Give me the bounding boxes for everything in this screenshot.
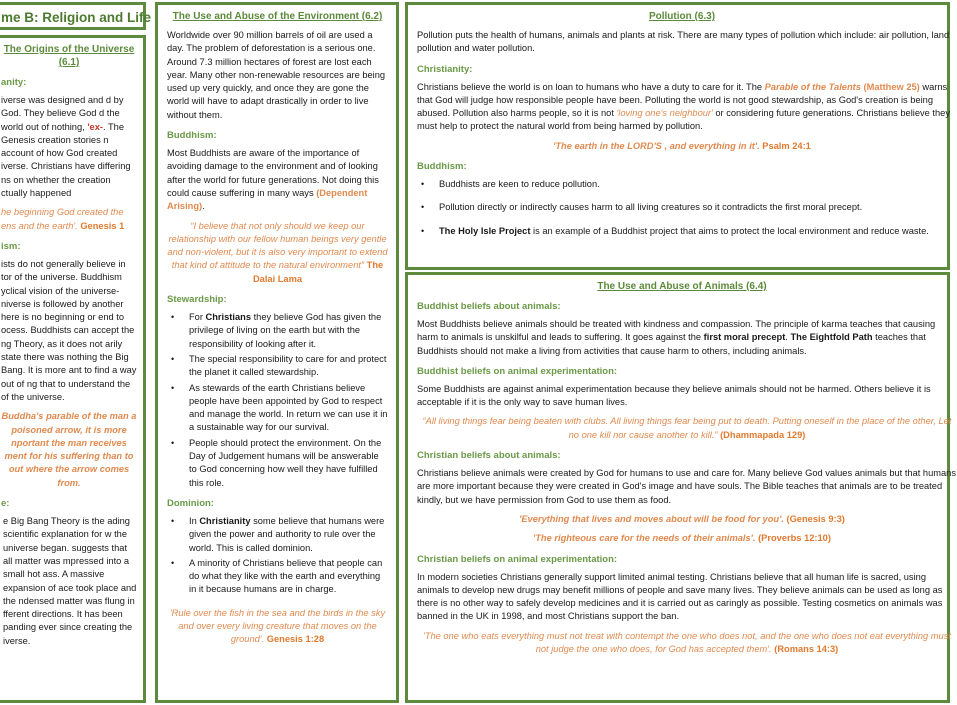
poisoned-arrow-quote: Buddha's parable of the man a poisoned arrow, it is more nportant the man receives ment for his suffering than to out where the arrow comes from. bbox=[1, 411, 137, 488]
christian-beliefs-text: Christians believe animals were created by God for humans to use and care for. Many believe God values animals but that humans are more important because they were created in God's image and have souls. The Bible teaches that animals are to be treated kindly, but we have permission from God to use them as food. bbox=[417, 468, 956, 505]
romans-quote: 'The one who eats everything must not treat with contempt the one who does not, and the one who does not eat everything must not judge the one who does, for God has accepted them'. (Romans 14:3) bbox=[423, 630, 951, 655]
origins-section bbox=[0, 35, 146, 703]
pollution-christianity-text: Christians believe the world is on loan to humans who have a duty to care for it. The Parable of the Talents (Matthew 25) warns that God will judge how responsible people have been. Polluting the world is not good stewardship, as God's creation is being abused. Pollution also harms people, so it is not 'loving one's neighbour' or considering future generations. Christians believe they must help to protect the natural world from being harmed by pollution. bbox=[417, 81, 950, 132]
animals-title: The Use and Abuse of Animals (6.4) bbox=[597, 281, 767, 292]
origins-title: The Origins of the Universe (6.1) bbox=[3, 44, 135, 68]
stewardship-item: • People should protect the environment. On the Day of Judgement humans will be answerable to God concerning how well they have fulfilled this role. bbox=[167, 437, 388, 490]
buddhist-beliefs-heading: Buddhist beliefs about animals: bbox=[417, 301, 561, 312]
stewardship-heading: Stewardship: bbox=[167, 294, 227, 306]
dominion-list bbox=[167, 515, 388, 597]
environment-intro: Worldwide over 90 million barrels of oil are used a day. The problem of deforestation is a serious one. Around 7.3 million hectares of forest are lost each year. Many other non-renewable resources are being used up very quickly, and once they are gone the world will have to adapt drastically in order to live without them. bbox=[167, 30, 386, 120]
theme-title: me B: Religion and Life bbox=[1, 10, 152, 25]
dalai-lama-quote: “I believe that not only should we keep our relationship with our fellow human beings very gentle and non-violent, but it is also very important to extend that kind of attitude to the natural environment” The Dalai Lama bbox=[167, 220, 388, 284]
genesis-1-quote: he beginning God created the ens and the earth'. Genesis 1 bbox=[1, 207, 125, 231]
origins-buddhism-heading: ism: bbox=[1, 240, 21, 252]
pollution-buddhism-item: • Pollution directly or indirectly causes harm to all living creatures so it contradicts the first moral precept. bbox=[417, 201, 957, 214]
origins-christianity-heading: anity: bbox=[1, 77, 27, 88]
environment-title: The Use and Abuse of the Environment (6.2) bbox=[172, 11, 383, 22]
stewardship-list bbox=[167, 311, 388, 490]
christian-experimentation-heading: Christian beliefs on animal experimentation: bbox=[417, 553, 618, 565]
origins-buddhism-text: ists do not generally believe in tor of the universe. Buddhism yclical vision of the universe- niverse is followed by another here is no beginning or end to ocess. Buddhists can accept the ng Theory, as it does not arily state there was nothing the Big Bang. It is more ant to find a way out of ng that to understand the of the universe. bbox=[1, 258, 137, 402]
pollution-title: Pollution (6.3) bbox=[648, 11, 716, 22]
environment-buddhism-text: Most Buddhists are aware of the importance of avoiding damage to the environment and of looking after the world for future generations. Not doing this could cause suffering in many ways (Dependent Arising). bbox=[167, 148, 379, 212]
pollution-section bbox=[405, 2, 950, 270]
origins-science-heading: e: bbox=[1, 498, 10, 510]
proverbs-quote: 'The righteous care for the needs of their animals'. (Proverbs 12:10) bbox=[533, 533, 831, 544]
pollution-buddhism-item: • Buddhists are keen to reduce pollution. bbox=[417, 178, 957, 191]
environment-buddhism-heading: Buddhism: bbox=[167, 130, 217, 142]
pollution-buddhism-item: • The Holy Isle Project is an example of a Buddhist project that aims to protect the local environment and reduce waste. bbox=[417, 225, 957, 238]
christian-beliefs-heading: Christian beliefs about animals: bbox=[417, 450, 561, 462]
origins-christianity-text: iverse was designed and d by God. They believe God d the world out of nothing, 'ex-. The Genesis creation stories n account of how God created iverse. Christians have differing ns on whether the creation ctually happened bbox=[1, 95, 131, 199]
pollution-buddhism-list bbox=[417, 178, 957, 238]
pollution-christianity-heading: Christianity: bbox=[417, 63, 473, 75]
dominion-item: • A minority of Christians believe that people can do what they like with the earth and everything in it because humans are in charge. bbox=[167, 557, 388, 597]
dhammapada-quote: “All living things fear being beaten with clubs. All living things fear being put to death. Putting oneself in the place of the other, Let no one kill nor cause another to kill.” (Dhammapada 129) bbox=[422, 416, 952, 440]
pollution-buddhism-heading: Buddhism: bbox=[417, 161, 467, 173]
genesis-93-quote: 'Everything that lives and moves about will be food for you'. (Genesis 9:3) bbox=[519, 513, 845, 524]
theme-title-box bbox=[0, 2, 152, 30]
dominion-item: • In Christianity some believe that humans were given the power and authority to rule over the world. This is called dominion. bbox=[167, 515, 388, 555]
stewardship-item: • The special responsibility to care for and protect the planet it called stewardship. bbox=[167, 353, 388, 380]
christian-experimentation-text: In modern societies Christians generally support limited animal testing. Christians believe that all human life is sacred, using animals to develop new drugs may benefit millions of people and save many lives. They believe animals can be used as long as there is no other way to safely develop medicines and it is carried out as caringly as possible. Testing cosmetics on animals was banned in the UK in 1998, and most Christians support the ban. bbox=[417, 571, 943, 622]
buddhist-experimentation-heading: Buddhist beliefs on animal experimentation: bbox=[417, 365, 618, 377]
animals-section bbox=[405, 272, 956, 703]
pollution-intro: Pollution puts the health of humans, animals and plants at risk. There are many types of pollution which include: air pollution, land pollution and water pollution. bbox=[417, 30, 950, 54]
dominion-heading: Dominion: bbox=[167, 497, 214, 509]
psalm-quote: 'The earth in the LORD'S , and everything in it'. Psalm 24:1 bbox=[553, 140, 811, 151]
buddhist-experimentation-text: Some Buddhists are against animal experimentation because they believe animals should not be harmed. Others believe it is acceptable if it is the only way to save human lives. bbox=[417, 383, 931, 408]
stewardship-item: • As stewards of the earth Christians believe people have been appointed by God to respect and manage the world. In return we can use it in a sustainable way for our survival. bbox=[167, 382, 388, 435]
origins-science-text: e Big Bang Theory is the ading scientific explanation for w the universe began. suggests that all matter was mpressed into a small hot ass. A massive expansion of ace took place and the ndensed matter was flung in fferent directions. It has been panding ever since creating the iverse. bbox=[3, 516, 137, 646]
stewardship-item: • For Christians they believe God has given the privilege of living on the earth but with the responsibility of looking after it. bbox=[167, 311, 388, 351]
buddhist-beliefs-text: Most Buddhists believe animals should be treated with kindness and compassion. The principle of karma teaches that causing harm to animals is unskilful and leads to suffering. It goes against the first moral precept. The Eightfold Path teaches that Buddhists should not make a living from activities that cause harm to others, including animals. bbox=[417, 319, 936, 356]
genesis-128-quote: 'Rule over the fish in the sea and the birds in the sky and over every living creature that moves on the ground'. Genesis 1:28 bbox=[169, 607, 386, 645]
environment-section bbox=[155, 2, 399, 703]
